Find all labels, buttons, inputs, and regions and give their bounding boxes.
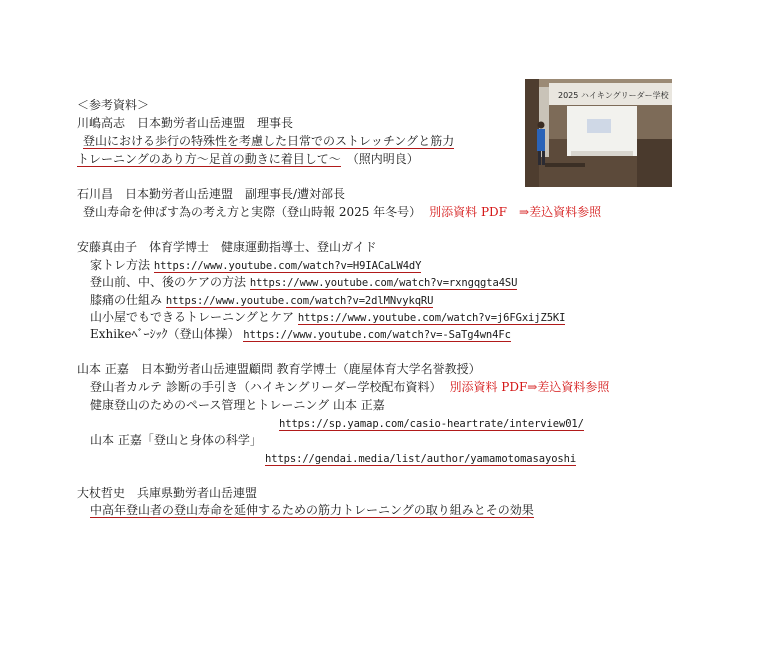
svg-text:2025 ハイキングリーダー学校: 2025 ハイキングリーダー学校	[558, 91, 669, 100]
kawashima-title-line2	[77, 151, 419, 167]
yamamoto-item3: 山本 正嘉「登山と身体の科学」	[90, 433, 262, 447]
ando-item-label: 山小屋でもできるトレーニングとケア	[90, 310, 295, 324]
ando-item-label: 膝痛の仕組み	[90, 293, 163, 307]
otsue-title-line	[90, 502, 534, 518]
kawashima-title-text1: 登山における歩行の特殊性を考慮した日常でのストレッチングと筋力	[83, 134, 455, 148]
yamamoto-item2: 健康登山のためのペース管理とトレーニング 山本 正嘉	[90, 398, 385, 412]
otsue-title: 中高年登山者の登山寿命を延伸するための筋力トレーニングの取り組みとその効果	[90, 503, 534, 517]
ishikawa-item-text: 登山寿命を伸ばす為の考え方と実際（登山時報 2025 年冬号）	[83, 205, 422, 219]
yamamoto-item1-text: 登山者カルテ 診断の手引き（ハイキングリーダー学校配布資料）	[90, 380, 442, 394]
ando-item-1	[90, 274, 517, 291]
yamamoto-item1-note: 別添資料 PDF⇒差込資料参照	[449, 380, 610, 394]
kawashima-title-suffix: （照内明良）	[346, 152, 419, 166]
kawashima-title-line1	[83, 133, 454, 149]
ando-item-link[interactable]: https://www.youtube.com/watch?v=-SaTg4wn4Fc	[243, 329, 511, 341]
yamamoto-item2-url-line	[279, 415, 584, 432]
ando-item-label: 家トレ方法	[90, 258, 151, 272]
ishikawa-note: 別添資料 PDF ⇒差込資料参照	[429, 205, 602, 219]
yamamoto-item2-link[interactable]: https://sp.yamap.com/casio-heartrate/interview01/	[279, 418, 584, 430]
kawashima-title-text2: トレーニングのあり方～足首の動きに着目して～	[77, 152, 341, 166]
ando-item-link[interactable]: https://www.youtube.com/watch?v=H9IACaLW4dY	[153, 260, 422, 272]
lecture-photo	[525, 79, 672, 187]
otsue-author: 大杖哲史 兵庫県勤労者山岳連盟	[77, 486, 258, 500]
ando-item-label: 登山前、中、後のケアの方法	[90, 275, 247, 289]
ando-item-label: Exhikeﾍﾞｰｼｯｸ（登山体操）	[90, 327, 240, 341]
ando-author: 安藤真由子 体育学博士 健康運動指導士、登山ガイド	[77, 240, 377, 254]
kawashima-author: 川嶋高志 日本勤労者山岳連盟 理事長	[77, 116, 294, 130]
ando-item-0	[90, 257, 421, 274]
yamamoto-author: 山本 正嘉 日本勤労者山岳連盟顧問 教育学博士（鹿屋体育大学名誉教授）	[77, 362, 481, 376]
yamamoto-item3-link[interactable]: https://gendai.media/list/author/yamamotomasayoshi	[265, 453, 577, 465]
ando-item-link[interactable]: https://www.youtube.com/watch?v=2dlMNvykqRU	[165, 295, 434, 307]
ando-item-2	[90, 292, 433, 309]
ando-item-link[interactable]: https://www.youtube.com/watch?v=j6FGxijZ5KI	[297, 312, 566, 324]
references-heading: ＜参考資料＞	[77, 98, 150, 112]
yamamoto-item1	[90, 379, 609, 395]
ando-item-4	[90, 326, 511, 343]
lecture-photo-image	[525, 79, 672, 187]
ando-item-link[interactable]: https://www.youtube.com/watch?v=rxngqgta4SU	[249, 277, 518, 289]
ishikawa-item	[83, 204, 601, 220]
yamamoto-item3-url-line	[265, 450, 576, 467]
ishikawa-author: 石川昌 日本勤労者山岳連盟 副理事長/遭対部長	[77, 187, 346, 201]
ando-item-3	[90, 309, 565, 326]
